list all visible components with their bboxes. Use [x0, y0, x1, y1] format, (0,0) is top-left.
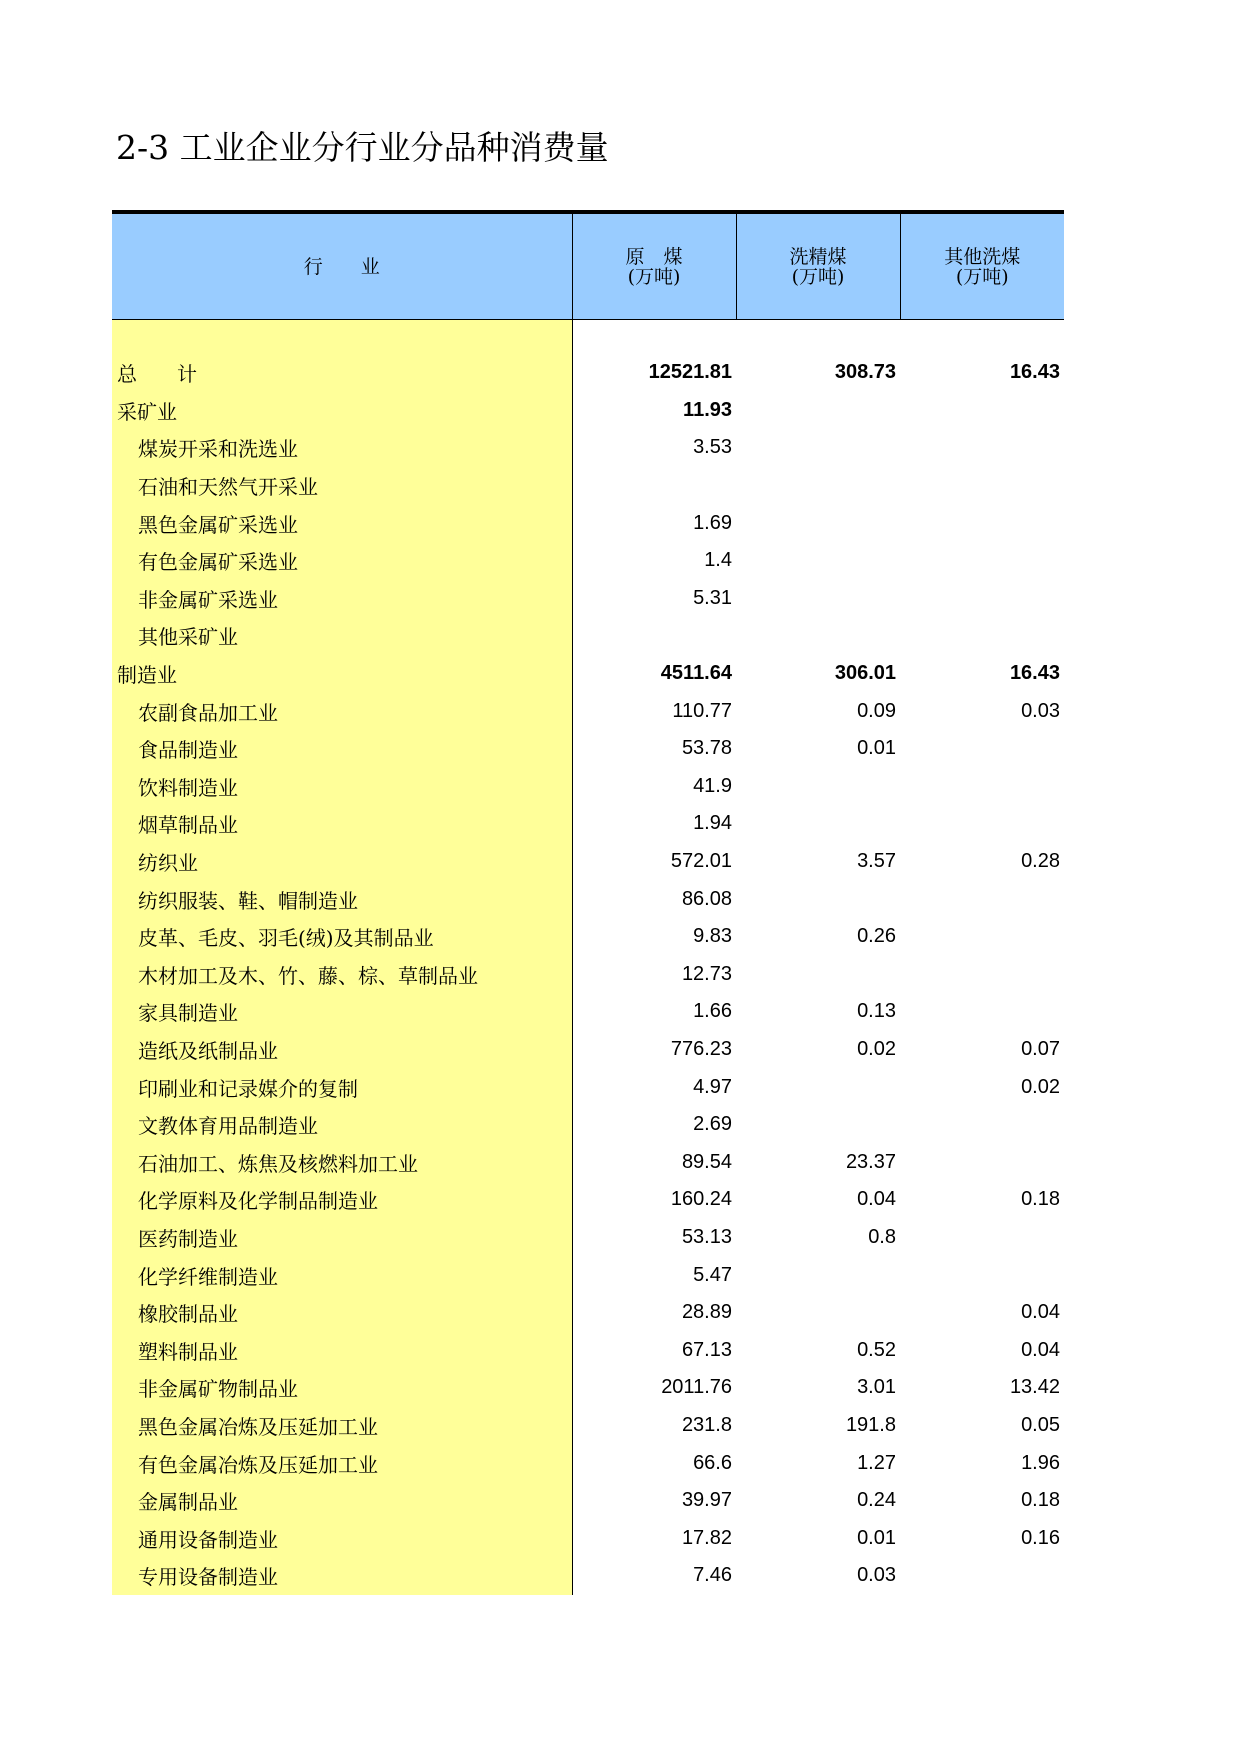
washed-coal-value	[736, 1106, 900, 1144]
industry-name: 有色金属矿采选业	[112, 542, 572, 580]
other-washed-coal-value	[900, 805, 1064, 843]
raw-coal-value: 1.4	[704, 549, 732, 572]
industry-name: 黑色金属冶炼及压延加工业	[112, 1407, 572, 1445]
industry-name: 家具制造业	[112, 993, 572, 1031]
table-row	[112, 1557, 1064, 1595]
table-header	[112, 212, 1064, 320]
industry-name: 纺织业	[112, 843, 572, 881]
other-washed-coal-value	[900, 1219, 1064, 1257]
other-washed-coal-value	[900, 467, 1064, 505]
washed-coal-value: 0.01	[857, 737, 896, 760]
washed-coal-value: 0.09	[857, 699, 896, 722]
other-washed-coal-value	[900, 429, 1064, 467]
raw-coal-value: 11.93	[683, 398, 732, 421]
other-washed-coal-value: 0.04	[1021, 1338, 1060, 1361]
industry-name: 纺织服装、鞋、帽制造业	[112, 880, 572, 918]
other-washed-coal-value	[900, 1106, 1064, 1144]
raw-coal-value: 2011.76	[661, 1376, 732, 1399]
washed-coal-value: 3.01	[857, 1376, 896, 1399]
consumption-table	[112, 210, 1064, 1595]
raw-coal-value: 39.97	[681, 1489, 732, 1512]
raw-coal-value	[572, 617, 736, 655]
washed-coal-value	[736, 617, 900, 655]
washed-coal-value: 23.37	[845, 1150, 896, 1173]
other-washed-coal-value	[900, 542, 1064, 580]
table-row	[112, 1407, 1064, 1445]
header-other-washed-coal-label: 其他洗煤	[944, 245, 1021, 268]
raw-coal-value: 110.77	[672, 699, 732, 722]
raw-coal-value: 160.24	[670, 1188, 732, 1211]
industry-name: 塑料制品业	[112, 1331, 572, 1369]
header-raw-coal-unit: (万吨)	[627, 265, 681, 288]
other-washed-coal-value: 0.16	[1021, 1526, 1060, 1549]
raw-coal-value: 9.83	[693, 925, 732, 948]
industry-name: 煤炭开采和洗选业	[112, 429, 572, 467]
raw-coal-value: 1.94	[693, 812, 732, 835]
other-washed-coal-value: 0.18	[1021, 1188, 1060, 1211]
table-row	[112, 1369, 1064, 1407]
table-body	[112, 320, 1064, 1595]
header-washed-coal-label: 洗精煤	[789, 245, 847, 268]
table-row	[112, 542, 1064, 580]
industry-name: 黑色金属矿采选业	[112, 504, 572, 542]
table-row	[112, 956, 1064, 994]
industry-name: 采矿业	[112, 392, 572, 430]
table-row	[112, 617, 1064, 655]
raw-coal-value: 1.66	[693, 1000, 732, 1023]
spacer-row	[112, 320, 1064, 355]
raw-coal-value: 5.47	[693, 1263, 732, 1286]
other-washed-coal-value	[900, 1143, 1064, 1181]
washed-coal-value	[736, 1256, 900, 1294]
washed-coal-value	[736, 542, 900, 580]
table-row	[112, 730, 1064, 768]
raw-coal-value: 53.13	[681, 1225, 732, 1248]
other-washed-coal-value	[900, 1557, 1064, 1595]
table-row	[112, 843, 1064, 881]
washed-coal-value	[736, 467, 900, 505]
table-row	[112, 1256, 1064, 1294]
raw-coal-value: 86.08	[681, 887, 732, 910]
table-row	[112, 655, 1064, 693]
header-industry: 行 业	[112, 212, 572, 320]
table-row	[112, 580, 1064, 618]
raw-coal-value: 28.89	[681, 1301, 732, 1324]
table-row	[112, 918, 1064, 956]
washed-coal-value: 306.01	[834, 662, 896, 685]
other-washed-coal-value	[900, 993, 1064, 1031]
industry-name: 专用设备制造业	[112, 1557, 572, 1595]
washed-coal-value	[736, 805, 900, 843]
industry-name: 农副食品加工业	[112, 692, 572, 730]
table-row	[112, 1444, 1064, 1482]
table-row	[112, 504, 1064, 542]
table-row	[112, 392, 1064, 430]
table-row	[112, 1181, 1064, 1219]
washed-coal-value: 0.13	[857, 1000, 896, 1023]
other-washed-coal-value: 16.43	[1009, 361, 1060, 384]
washed-coal-value: 1.27	[857, 1451, 896, 1474]
table-row	[112, 1482, 1064, 1520]
header-raw-coal-label: 原 煤	[625, 245, 683, 268]
industry-name: 印刷业和记录媒介的复制	[112, 1068, 572, 1106]
other-washed-coal-value: 16.43	[1009, 662, 1060, 685]
header-other-washed-coal	[900, 212, 1064, 320]
other-washed-coal-value	[900, 918, 1064, 956]
table-row	[112, 354, 1064, 392]
table-row	[112, 467, 1064, 505]
raw-coal-value: 2.69	[693, 1113, 732, 1136]
other-washed-coal-value: 13.42	[1009, 1376, 1060, 1399]
raw-coal-value: 572.01	[670, 850, 732, 873]
raw-coal-value	[572, 467, 736, 505]
table-row	[112, 1143, 1064, 1181]
washed-coal-value: 0.02	[857, 1037, 896, 1060]
table-row	[112, 1331, 1064, 1369]
washed-coal-value: 0.24	[857, 1489, 896, 1512]
washed-coal-value	[736, 392, 900, 430]
raw-coal-value: 53.78	[681, 737, 732, 760]
washed-coal-value: 0.04	[857, 1188, 896, 1211]
table-row	[112, 1519, 1064, 1557]
header-other-washed-coal-unit: (万吨)	[955, 265, 1009, 288]
washed-coal-value	[736, 580, 900, 618]
table-row	[112, 880, 1064, 918]
header-washed-coal-unit: (万吨)	[791, 265, 845, 288]
other-washed-coal-value: 0.07	[1021, 1037, 1060, 1060]
industry-name: 文教体育用品制造业	[112, 1106, 572, 1144]
other-washed-coal-value: 1.96	[1021, 1451, 1060, 1474]
washed-coal-value: 0.03	[857, 1564, 896, 1587]
industry-name: 化学原料及化学制品制造业	[112, 1181, 572, 1219]
industry-name: 有色金属冶炼及压延加工业	[112, 1444, 572, 1482]
industry-name: 总 计	[112, 354, 572, 392]
industry-name: 化学纤维制造业	[112, 1256, 572, 1294]
raw-coal-value: 66.6	[693, 1451, 732, 1474]
table-row	[112, 1106, 1064, 1144]
industry-name: 通用设备制造业	[112, 1519, 572, 1557]
industry-name: 非金属矿物制品业	[112, 1369, 572, 1407]
raw-coal-value: 12521.81	[648, 361, 732, 384]
table-row	[112, 1294, 1064, 1332]
industry-name: 非金属矿采选业	[112, 580, 572, 618]
other-washed-coal-value	[900, 880, 1064, 918]
other-washed-coal-value	[900, 392, 1064, 430]
table-row	[112, 993, 1064, 1031]
industry-name: 医药制造业	[112, 1219, 572, 1257]
washed-coal-value: 3.57	[857, 850, 896, 873]
industry-name: 其他采矿业	[112, 617, 572, 655]
other-washed-coal-value: 0.02	[1021, 1075, 1060, 1098]
table-row	[112, 1068, 1064, 1106]
table-row	[112, 768, 1064, 806]
raw-coal-value: 17.82	[681, 1526, 732, 1549]
washed-coal-value: 191.8	[845, 1413, 896, 1436]
industry-name: 石油和天然气开采业	[112, 467, 572, 505]
raw-coal-value: 12.73	[681, 962, 732, 985]
raw-coal-value: 231.8	[681, 1413, 732, 1436]
other-washed-coal-value: 0.18	[1021, 1489, 1060, 1512]
washed-coal-value	[736, 768, 900, 806]
page-title: 2-3 工业企业分行业分品种消费量	[116, 128, 609, 167]
washed-coal-value: 0.8	[868, 1225, 896, 1248]
raw-coal-value: 4511.64	[660, 662, 732, 685]
table-row	[112, 692, 1064, 730]
industry-name: 橡胶制品业	[112, 1294, 572, 1332]
table-row	[112, 1031, 1064, 1069]
header-washed-coal	[736, 212, 900, 320]
other-washed-coal-value: 0.04	[1021, 1301, 1060, 1324]
industry-name: 木材加工及木、竹、藤、棕、草制品业	[112, 956, 572, 994]
other-washed-coal-value	[900, 1256, 1064, 1294]
other-washed-coal-value	[900, 956, 1064, 994]
other-washed-coal-value	[900, 617, 1064, 655]
industry-name: 食品制造业	[112, 730, 572, 768]
table-row	[112, 1219, 1064, 1257]
other-washed-coal-value	[900, 580, 1064, 618]
washed-coal-value	[736, 1294, 900, 1332]
raw-coal-value: 1.69	[693, 511, 732, 534]
table-row	[112, 805, 1064, 843]
industry-name: 烟草制品业	[112, 805, 572, 843]
industry-name: 制造业	[112, 655, 572, 693]
other-washed-coal-value	[900, 504, 1064, 542]
washed-coal-value: 0.01	[857, 1526, 896, 1549]
other-washed-coal-value: 0.28	[1021, 850, 1060, 873]
raw-coal-value: 3.53	[693, 436, 732, 459]
washed-coal-value: 0.52	[857, 1338, 896, 1361]
raw-coal-value: 67.13	[681, 1338, 732, 1361]
washed-coal-value: 308.73	[834, 361, 896, 384]
raw-coal-value: 4.97	[693, 1075, 732, 1098]
washed-coal-value: 0.26	[857, 925, 896, 948]
washed-coal-value	[736, 504, 900, 542]
industry-name: 饮料制造业	[112, 768, 572, 806]
washed-coal-value	[736, 429, 900, 467]
other-washed-coal-value: 0.05	[1021, 1413, 1060, 1436]
industry-name: 皮革、毛皮、羽毛(绒)及其制品业	[112, 918, 572, 956]
washed-coal-value	[736, 880, 900, 918]
other-washed-coal-value: 0.03	[1021, 699, 1060, 722]
industry-name: 石油加工、炼焦及核燃料加工业	[112, 1143, 572, 1181]
raw-coal-value: 7.46	[693, 1564, 732, 1587]
header-raw-coal	[572, 212, 736, 320]
industry-name: 金属制品业	[112, 1482, 572, 1520]
washed-coal-value	[736, 1068, 900, 1106]
other-washed-coal-value	[900, 768, 1064, 806]
industry-name: 造纸及纸制品业	[112, 1031, 572, 1069]
washed-coal-value	[736, 956, 900, 994]
table-row	[112, 429, 1064, 467]
raw-coal-value: 5.31	[693, 586, 732, 609]
other-washed-coal-value	[900, 730, 1064, 768]
raw-coal-value: 776.23	[670, 1037, 732, 1060]
raw-coal-value: 41.9	[693, 774, 732, 797]
raw-coal-value: 89.54	[681, 1150, 732, 1173]
